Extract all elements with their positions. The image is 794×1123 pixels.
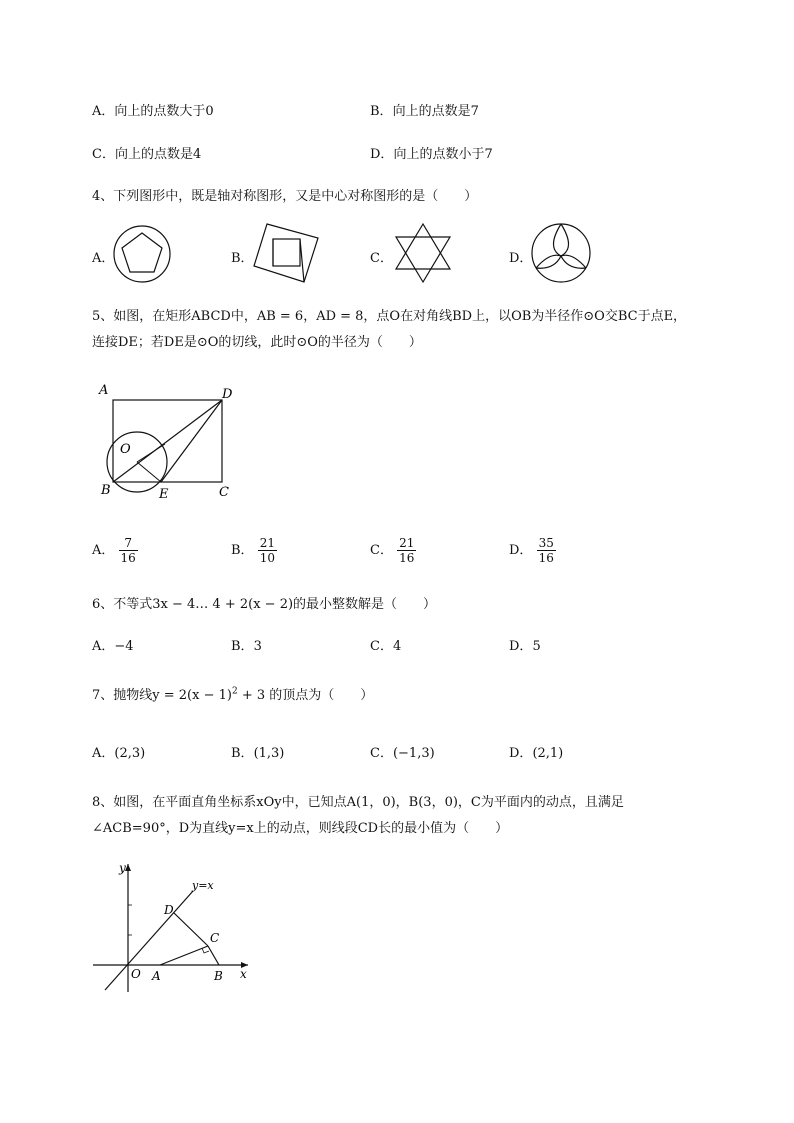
q3-option-b: B．向上的点数是7 <box>370 104 479 119</box>
q5-question-line2: 连接DE；若DE是⊙O的切线，此时⊙O的半径为（ ） <box>92 335 422 350</box>
q6-option-c: C．4 <box>370 639 402 654</box>
q4-option-b: B． <box>231 251 254 266</box>
q8-question-line2: ∠ACB=90°，D为直线y=x上的动点，则线段CD长的最小值为（ ） <box>92 821 509 836</box>
q6-option-d: D．5 <box>509 639 541 654</box>
q5-label-d: D <box>222 387 233 402</box>
q5-rectangle-figure <box>95 378 245 503</box>
q7-option-a: A．(2,3) <box>92 746 146 761</box>
q8-label-y: y <box>119 861 126 875</box>
q8-question-line1: 8、如图，在平面直角坐标系xOy中，已知点A(1，0)，B(3，0)，C为平面内的动点，且满足 <box>92 795 624 810</box>
q5-option-d: D． $\frac{35}{16}$ <box>509 536 554 565</box>
q3-option-a: A．向上的点数大于0 <box>92 104 214 119</box>
q3-option-c: C．向上的点数是4 <box>92 147 202 162</box>
q8-label-d: D <box>164 903 174 917</box>
q6-option-b: B．3 <box>231 639 262 654</box>
q6-question-text: 6、不等式3x − 4… 4 + 2(x − 2)的最小整数解是（ ） <box>92 597 437 612</box>
q8-label-o: O <box>131 967 141 981</box>
three-arc-circle-icon <box>530 222 592 284</box>
q8-label-b: B <box>214 969 223 983</box>
q5-option-a: A． $\frac{7}{16}$ <box>92 536 136 565</box>
q6-option-a: A．−4 <box>92 639 134 654</box>
q4-option-a: A． <box>92 251 115 266</box>
q5-label-e: E <box>159 487 169 502</box>
q3-option-d: D．向上的点数小于7 <box>370 147 493 162</box>
q7-question-text: 7、抛物线$y = 2(x - 1)^2 + 3$ 的顶点为（ ） <box>92 686 374 703</box>
q5-label-a: A <box>99 383 109 398</box>
q4-option-c: C． <box>370 251 393 266</box>
nested-squares-icon <box>252 222 322 284</box>
six-point-star-icon <box>392 222 454 284</box>
q8-label-c: C <box>210 931 220 945</box>
q8-label-x: x <box>240 967 247 981</box>
q7-option-d: D．(2,1) <box>509 746 564 761</box>
q7-option-c: C．(−1,3) <box>370 746 435 761</box>
q4-option-d: D． <box>509 251 533 266</box>
q5-question-line1: 5、如图，在矩形ABCD中，AB = 6，AD = 8，点O在对角线BD上，以OB为半径作⊙O交BC于点E， <box>92 309 687 324</box>
q5-option-b: B． $\frac{21}{10}$ <box>231 536 275 565</box>
q8-coordinate-figure <box>90 858 260 998</box>
q4-question-text: 4、下列图形中，既是轴对称图形，又是中心对称图形的是（ ） <box>92 189 478 204</box>
q5-option-c: C． $\frac{21}{16}$ <box>370 536 415 565</box>
q5-label-b: B <box>101 483 111 498</box>
q5-label-o: O <box>120 442 131 457</box>
q8-label-yx: y=x <box>192 879 214 892</box>
q5-label-c: C <box>219 485 229 500</box>
q7-option-b: B．(1,3) <box>231 746 285 761</box>
pentagon-in-circle-icon <box>112 224 172 284</box>
q8-label-a: A <box>152 969 161 983</box>
